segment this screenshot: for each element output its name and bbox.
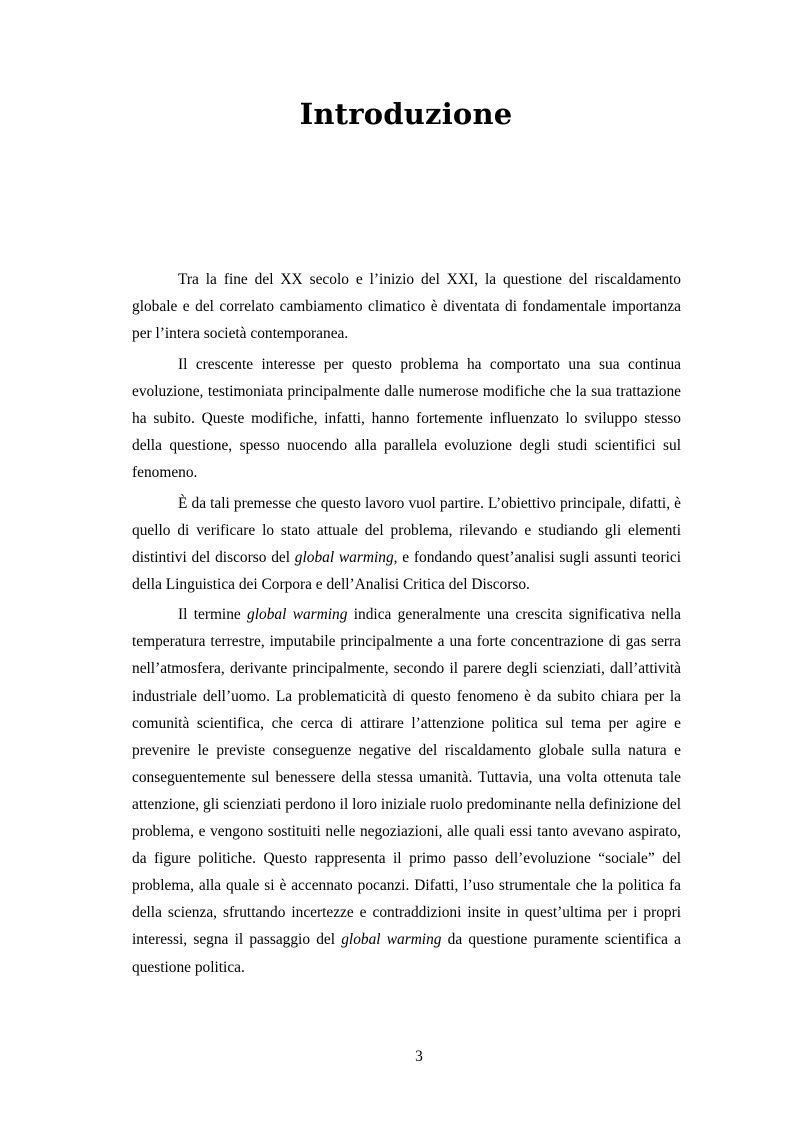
text-segment: Tra la fine del XX secolo e l’inizio del XXI, la questione del riscaldamento globale e del correlato cambiamento climatico è diventata di fondamentale importanza per l’intera società contemporanea.: [132, 271, 681, 343]
paragraph: [132, 266, 681, 347]
text-segment: da questione puramente scientifica a questione politica.: [132, 931, 681, 976]
body-text: [132, 266, 681, 984]
text-segment: Il termine: [178, 606, 248, 624]
paragraph: [132, 601, 681, 980]
italic-term: global warming: [247, 606, 348, 624]
italic-term: global warming: [341, 931, 442, 949]
page-title: Introduzione: [299, 97, 513, 131]
paragraph: [132, 351, 681, 486]
page-number: 3: [415, 1048, 423, 1065]
paragraph: [132, 490, 681, 598]
italic-term: global warming: [294, 548, 394, 566]
text-segment: Il crescente interesse per questo problema ha comportato una sua continua evoluzione, testimoniata principalmente dalle numerose modifiche che la sua trattazione ha subito. Queste modifiche, infatti, hanno fortemente influenzato lo sviluppo stesso della questione, spesso nuocendo alla parallela evoluzione degli studi scientifici sul fenomeno.: [132, 355, 681, 482]
text-segment: indica generalmente una crescita significativa nella temperatura terrestre, imputabile principalmente a una forte concentrazione di gas serra nell’atmosfera, derivante principalmente, secondo il parere degli scienziati, dall’attività industriale dell’uomo. La problematicità di questo fenomeno è da subito chiara per la comunità scientifica, che cerca di attirare l’attenzione politica sul tema per agire e prevenire le previste conseguenze negative del riscaldamento globale sulla natura e conseguentemente sul benessere della stessa umanità. Tuttavia, una volta ottenuta tale attenzione, gli scienziati perdono il loro iniziale ruolo predominante nella definizione del problema, e vengono sostituiti nelle negoziazioni, alle quali essi tanto avevano aspirato, da figure politiche. Questo rappresenta il primo passo dell’evoluzione “sociale” del problema, alla quale si è accennato pocanzi. Difatti, l’uso strumentale che la politica fa della scienza, sfruttando incertezze e contraddizioni insite in quest’ultima per i propri interessi, segna il passaggio del: [132, 606, 682, 949]
text-segment: È da tali premesse che questo lavoro vuol partire. L’obiettivo principale, difatti, è quello di verificare lo stato attuale del problema, rilevando e studiando gli elementi distintivi del discorso del: [132, 494, 681, 566]
text-segment: , e fondando quest’analisi sugli assunti teorici della Linguistica dei Corpora e dell’Analisi Critica del Discorso.: [132, 548, 681, 593]
